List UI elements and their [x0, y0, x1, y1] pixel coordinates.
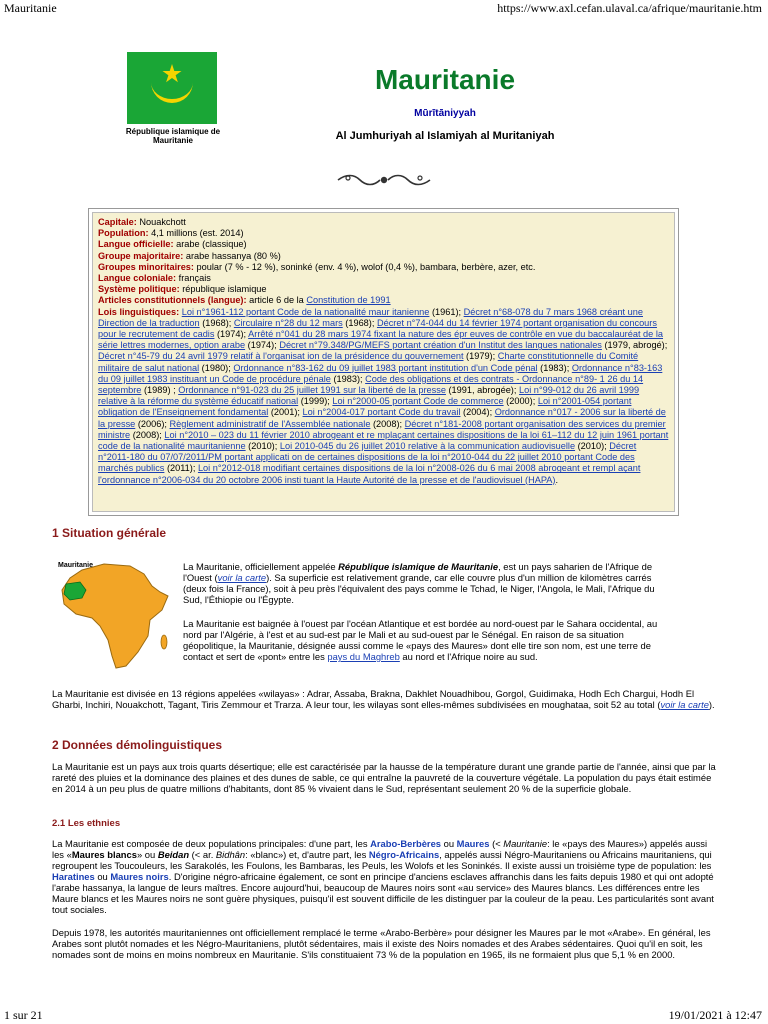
law-year: (1968); [199, 317, 234, 328]
law-year: (1980); [199, 362, 234, 373]
law-year: (1983); [537, 362, 572, 373]
laws-list [98, 307, 668, 485]
law-year: (1974); [214, 329, 249, 340]
law-link[interactable]: Décret n°181-2008 portant organisation des services du premier ministre [98, 418, 666, 440]
fact-groupes-minoritaires: Groupes minoritaires: poular (7 % - 12 %), soninké (env. 4 %), wolof (0,4 %), bambara, berbère, azer, etc. [98, 261, 536, 272]
ornament-scroll-icon [336, 172, 432, 188]
law-link[interactable]: Ordonnance n°83-163 du 09 juillet 1983 instituant un Code de procédure pénale [98, 362, 663, 384]
fact-capitale: Capitale: Nouakchott [98, 217, 186, 227]
law-year: . [555, 474, 559, 485]
fact-population: Population: 4,1 millions (est. 2014) [98, 228, 244, 239]
law-year: (2010); [245, 441, 280, 452]
law-year: (1979, abrogé); [601, 340, 668, 351]
fact-systeme-politique: Système politique: république islamique [98, 284, 267, 295]
law-link[interactable]: Loi 2010-045 du 26 juillet 2010 relative à la communication audiovisuelle [279, 441, 576, 452]
law-link[interactable]: Loi n°2004-017 portant Code du travail [302, 407, 461, 418]
law-link[interactable]: Charte constitutionnelle du Comité militaire de salut national [98, 351, 639, 373]
section-1-paragraph-3: La Mauritanie est divisée en 13 régions appelées «wilayas» : Adrar, Assaba, Brakna, Dakhlet Nouadhibou, Gorgol, Guidimaka, Hodh Ech Chargui, Hodh El Gharbi, Inchiri, Nouakchott, Tagant, Tiris Zemmour et Trarza. A leur tour, les wilayas sont elles-mêmes subdivisées en moughataa, soit 52 au total (voir la carte). [52, 688, 715, 710]
law-link[interactable]: Décret n°2011-180 du 07/07/2011/PM portant applicati on de certaines dispositions de la loi n°2010-044 du 22 juillet 2010 portant Code des marchés publics [98, 441, 637, 474]
section-1-paragraph-1: La Mauritanie, officiellement appelée République islamique de Mauritanie, est un pays saharien de l'Afrique de l'Ouest (voir la carte). Sa superficie est relativement grande, car elle couvre plus d'un million de kilomètres carrés (deux fois la France), soit à peu près l'équivalent des pays comme le Tchad, le Niger, l'Angola, le Mali, l'Afrique du Sud, l'Éthiopie ou l'Égypte. [183, 561, 655, 605]
law-year: (2011); [164, 463, 198, 474]
africa-map [52, 556, 180, 674]
law-link[interactable]: Circulaire n°28 du 12 mars [233, 317, 343, 328]
official-name: Al Jumhuriyah al Islamiyah al Muritaniyah [335, 130, 555, 142]
section-1-paragraph-2: La Mauritanie est baignée à l'ouest par l'océan Atlantique et est bordée au nord-ouest par le Sahara occidental, au nord par l'Algérie, à l'est et au sud-est par le Mali et au sud-ouest par le Sénégal. En raison de sa situation géopolitique, la Mauritanie, désignée aussi comme le «pays des Maures» dont elle tire son nom, est une terre de contact et sert de «pont» entre les pays du Maghreb au nord et l'Afrique noire au sud. [183, 618, 658, 662]
law-year: (1991, abrogée); [445, 385, 519, 396]
law-link[interactable]: Décret n°45-79 du 24 avril 1979 relatif à l'organisat ion de la présidence du gouvernement [98, 351, 464, 362]
law-link[interactable]: Décret n°74-044 du 14 février 1974 portant organisation du concours pour le recrutement de cadis [98, 317, 657, 340]
section-2-ethnies-paragraph: La Mauritanie est composée de deux populations principales: d'une part, les Arabo-Berbères ou Maures (< Mauritanie: le «pays des Maures») appelés aussi les «Maures blancs» ou Beidan (< ar. Bidhân: «blanc») et, d'autre part, les Négro-Africains, appelés aussi Négro-Mauritaniens ou Africains mauritaniens, qui regroupent les Toucouleurs, les Sarakolés, les Foulons, les Bambaras, les Peuls, les Wolofs et les Soninkés. Il existe aussi un troisième type de population: les Haratines ou Maures noirs. D'origine négro-africaine également, ce sont en principe d'anciens esclaves affranchis dans les faits depuis 1980 et qui ont adopté l'arabe hassanya, la langue de leurs maîtres. Encore aujourd'hui, beaucoup de Maures noirs sont «au service» des Maures blancs. Les différences entre les Maure blancs et les Maures noirs ne sont guère physiques, puisqu'il est souvent difficile de les distinguer par la couleur de la peau. Les particularités sont avant tout sociales. [52, 838, 714, 915]
map-label: Mauritanie [58, 562, 94, 569]
law-link[interactable]: Ordonnance n°017 - 2006 sur la liberté de la presse [98, 407, 666, 429]
page-header-title: Mauritanie [4, 1, 57, 15]
law-link[interactable]: Décret n°79.348/PG/MEFS portant création d'un Institut des langues nationales [279, 340, 602, 351]
page-header-url[interactable]: https://www.axl.cefan.ulaval.ca/afrique/mauritanie.htm [497, 1, 762, 15]
wilayas-map-link[interactable]: voir la carte [660, 699, 709, 710]
law-link[interactable]: Ordonnance n°91-023 du 25 juillet 1991 sur la liberté de la presse [178, 385, 446, 396]
law-year: (1989) ; [141, 385, 179, 396]
section-2-paragraph-last: Depuis 1978, les autorités mauritaniennes ont officiellement remplacé le terme «Arabo-Berbère» pour désigner les Maures par le mot «Arabe». En général, les Arabes sont plutôt nomades et les Négro-Mauritaniens, plutôt sédentaires, mais il existe des Noirs nomades et des Arabes sédentaires. Quoi qu'il en soit, les nomades sont de moins en moins nombreux en Mauritanie. S'ils constituaient 73 % de la population en 1965, ils ne formaient plus que 5,1 % en 2000. [52, 927, 711, 960]
fact-box [88, 208, 679, 516]
law-year: (1968); [342, 317, 377, 328]
law-link[interactable]: Décret n°68-078 du 7 mars 1968 créant une Direction de la traduction [98, 306, 643, 328]
law-link[interactable]: Code des obligations et des contrats - Ordonnance n°89- 1 26 du 14 septembre [98, 373, 644, 396]
fact-lois: Lois linguistiques: Loi n°1961-112 portant Code de la nationalité maur itanienne (1961); Décret n°68-078 du 7 mars 1968 créant une Direction de la traduction (1968); Circulaire n°28 du 12 mars (1968); Décret n°74-044 du 14 février 1974 portant organisation du concours pour le recrutement de cadis (1974); Arrêté n°041 du 28 mars 1974 fixant la nature des épr euves de contrôle en vue du baccalauréat de la série lettres modernes, option arabe (1974); Décret n°79.348/PG/MEFS portant création d'un Institut des langues nationales (1979, abrogé); Décret n°45-79 du 24 avril 1979 relatif à l'organisat ion de la présidence du gouvernement (1979); Charte constitutionnelle du Comité militaire de salut national (1980); Ordonnance n°83-162 du 09 juillet 1983 portant institution d'un Code pénal (1983); Ordonnance n°83-163 du 09 juillet 1983 instituant un Code de procédure pénale (1983); Code des obligations et des contrats - Ordonnance n°89- 1 26 du 14 septembre (1989) ; Ordonnance n°91-023 du 25 juillet 1991 sur la liberté de la presse (1991, abrogée); Loi n°99-012 du 26 avril 1999 relative à la réforme du système éducatif national (1999); Loi n°2000-05 portant Code de commerce (2000); Loi n°2001-054 portant obligation de l'Enseignement fondamental (2001); Loi n°2004-017 portant Code du travail (2004); Ordonnance n°017 - 2006 sur la liberté de la presse (2006); Règlement administratif de l'Assemblée nationale (2008); Décret n°181-2008 portant organisation des services du premier ministre (2008); Loi n°2010 – 023 du 11 février 2010 abrogeant et re mplaçant certaines dispositions de la loi 61–112 du 12 juin 1961 portant code de la nationalité mauritanienne (2010); Loi 2010-045 du 26 juillet 2010 relative à la communication audiovisuelle (2010); Décret n°2011-180 du 07/07/2011/PM portant applicati on de certaines dispositions de la loi n°2010-044 du 22 juillet 2010 portant Code des marchés publics (2011); Loi n°2012-018 modifiant certaines dispositions de la loi n°2008-026 du 6 mai 2008 abrogeant et rempl açant l'ordonnance n°2006-034 du 20 octobre 2006 insti tuant la Haute Autorité de la presse et de l'audiovisuel (HAPA). [98, 306, 669, 485]
fact-groupe-majoritaire: Groupe majoritaire: arabe hassanya (80 %) [98, 250, 281, 261]
law-link[interactable]: Loi n°1961-112 portant Code de la nationalité maur itanienne [181, 306, 430, 317]
ornament-divider [336, 172, 432, 193]
fact-articles: Articles constitutionnels (langue): article 6 de la Constitution de 1991 [98, 295, 391, 306]
law-year: (2008); [130, 429, 165, 440]
law-year: (2000); [503, 396, 538, 407]
law-year: (1961); [429, 306, 464, 317]
section-1-heading: 1 Situation générale [52, 526, 167, 540]
crescent-star-icon [127, 52, 217, 124]
africa-map-icon [52, 556, 180, 674]
mauritania-flag [127, 52, 217, 124]
fact-langue-officielle: Langue officielle: arabe (classique) [98, 239, 247, 250]
section-2-paragraph-1: La Mauritanie est un pays aux trois quarts désertique; elle est caractérisée par la hausse de la température durant une grande partie de l'année, ainsi que par la rareté des pluies et la dominance des plaines et des dunes de sable, ce qui entraîne la pauvreté de la couverture végétale. La population du pays était estimée en 2014 à un peu plus de quatre millions d'habitants, dont 85 % vivaient dans le Sud, représentant seulement 20 % de la superficie globale. [52, 761, 716, 794]
constitution-link[interactable]: Constitution de 1991 [306, 295, 391, 306]
law-year: (2010); [575, 441, 610, 452]
fact-langue-coloniale: Langue coloniale: français [98, 273, 211, 284]
fact-box-content [92, 212, 675, 512]
law-year: (1983); [330, 373, 366, 384]
page-footer-number: 1 sur 21 [4, 1008, 43, 1022]
law-year: (1999); [298, 396, 333, 407]
law-link[interactable]: Loi n°99-012 du 26 avril 1999 relative à la réforme du système éducatif national [98, 385, 640, 407]
law-year: (2004); [460, 407, 495, 418]
law-link[interactable]: Arrêté n°041 du 28 mars 1974 fixant la nature des épr euves de contrôle en vue du baccalauréat de la série lettres modernes, option arabe [98, 329, 663, 351]
law-year: (2001); [268, 407, 303, 418]
law-link[interactable]: Loi n°2000-05 portant Code de commerce [332, 396, 504, 407]
law-link[interactable]: Loi n°2010 – 023 du 11 février 2010 abrogeant et re mplaçant certaines dispositions de la loi 61–112 du 12 juin 1961 portant code de la nationalité mauritanienne [98, 429, 669, 452]
section-2-heading: 2 Données démolinguistiques [52, 738, 223, 752]
law-link[interactable]: Loi n°2001-054 portant obligation de l'Enseignement fondamental [98, 396, 632, 418]
law-year: (2006); [135, 418, 170, 429]
law-year: (1979); [463, 351, 498, 362]
law-year: (2008); [370, 418, 405, 429]
law-year: (1974); [245, 340, 280, 351]
flag-caption: République islamique de Mauritanie [125, 127, 221, 145]
law-link[interactable]: Loi n°2012-018 modifiant certaines dispositions de la loi n°2008-026 du 6 mai 2008 abrogeant et rempl açant l'ordonnance n°2006-034 du 20 octobre 2006 insti tuant la Haute Autorité de la presse et de l'audiovisuel (HAPA) [98, 463, 641, 485]
law-link[interactable]: Ordonnance n°83-162 du 09 juillet 1983 portant institution d'un Code pénal [233, 362, 538, 373]
page-footer-datetime: 19/01/2021 à 12:47 [668, 1008, 762, 1022]
native-name: Mūrītāniyyah [414, 108, 476, 119]
maghreb-link[interactable]: pays du Maghreb [327, 651, 400, 662]
map-link[interactable]: voir la carte [217, 572, 267, 583]
country-title: Mauritanie [374, 64, 516, 95]
section-2-1-heading: 2.1 Les ethnies [52, 818, 121, 829]
law-link[interactable]: Règlement administratif de l'Assemblée nationale [169, 418, 371, 429]
